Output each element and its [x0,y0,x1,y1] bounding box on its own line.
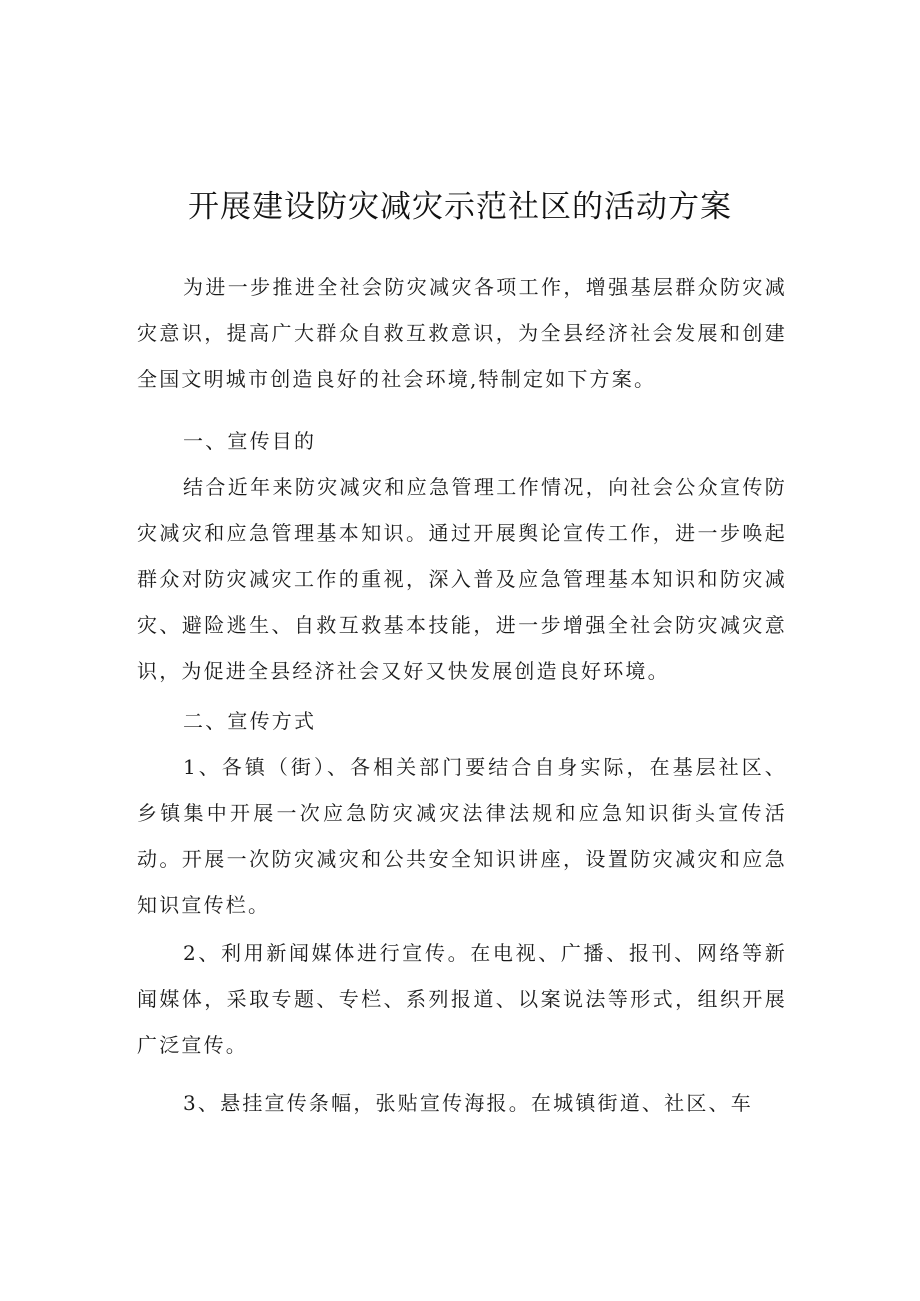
section-heading-purpose: 一、宣传目的 [183,429,317,453]
document-title: 开展建设防灾减灾示范社区的活动方案 [188,189,732,225]
method-item-3: 3、悬挂宣传条幅，张贴宣传海报。在城镇街道、社区、车 [183,1091,753,1115]
purpose-paragraph: 结合近年来防灾减灾和应急管理工作情况，向社会公众宣传防灾减灾和应急管理基本知识。通过开展舆论宣传工作，进一步唤起群众对防灾减灾工作的重视，深入普及应急管理基本知识和防灾减灾、避险逃生、自救互救基本技能，进一步增强全社会防灾减灾意识，为促进全县经济社会又好又快发展创造良好环境。 [137,475,787,683]
method-item-2: 2、利用新闻媒体进行宣传。在电视、广播、报刊、网络等新闻媒体，采取专题、专栏、系列报道、以案说法等形式，组织开展广泛宣传。 [137,941,787,1057]
method-item-1: 1、各镇（街）、各相关部门要结合自身实际，在基层社区、乡镇集中开展一次应急防灾减灾法律法规和应急知识街头宣传活动。开展一次防灾减灾和公共安全知识讲座，设置防灾减灾和应急知识宣传栏。 [137,755,787,917]
intro-paragraph: 为进一步推进全社会防灾减灾各项工作，增强基层群众防灾减灾意识，提高广大群众自救互救意识，为全县经济社会发展和创建全国文明城市创造良好的社会环境,特制定如下方案。 [137,275,787,391]
section-heading-methods: 二、宣传方式 [183,709,317,733]
